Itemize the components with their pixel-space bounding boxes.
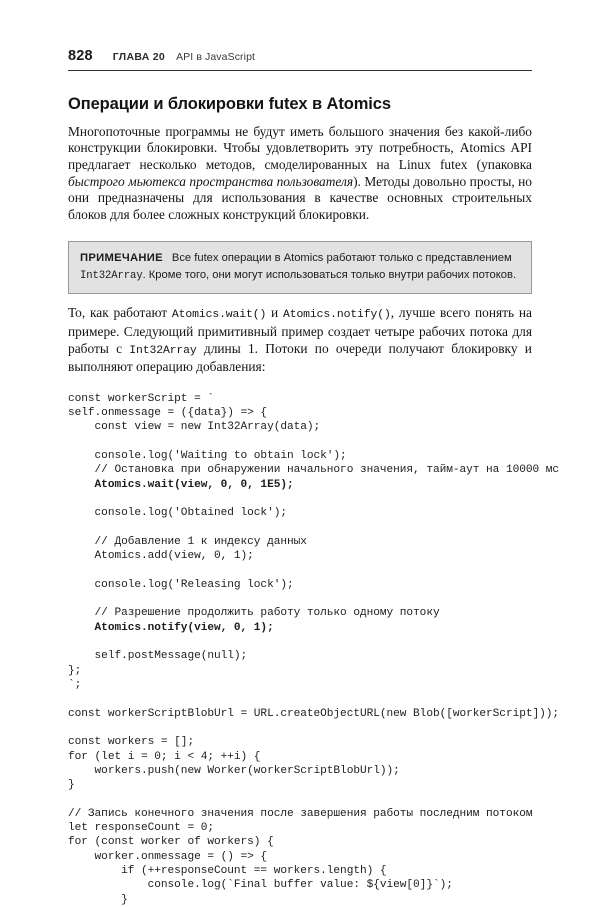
running-head-rule [68, 70, 532, 71]
example-intro-paragraph [68, 305, 532, 375]
code-line: Atomics.notify(view, 0, 1); [68, 621, 274, 634]
code-line: const workerScriptBlobUrl = URL.createObjectURL(new Blob([workerScript])); [68, 707, 560, 720]
code-line: let responseCount = 0; [68, 822, 214, 835]
note-text-part2: . Кроме того, они могут использоваться только внутри рабочих потоков. [142, 268, 517, 281]
running-head [68, 0, 532, 64]
code-line: `; [68, 678, 82, 691]
code-listing [68, 392, 560, 907]
intro-italic-term: быстрого мьютекса пространства пользователя [68, 173, 354, 189]
chapter-title: API в JavaScript [176, 51, 256, 63]
note-inline-code: Int32Array [80, 269, 143, 282]
code-line: Atomics.wait(view, 0, 0, 1E5); [68, 478, 294, 491]
chapter-number: ГЛАВА 20 [112, 51, 166, 63]
note-callout-box [68, 241, 532, 294]
code-line: }; [68, 664, 82, 677]
code-line: console.log('Obtained lock'); [68, 507, 287, 520]
code-line: // Добавление 1 к индексу данных [68, 535, 307, 548]
code-line: workers.push(new Worker(workerScriptBlobUrl)); [68, 764, 400, 777]
example-text-part3: , лучше всего понять на примере. Следующий примитивный пример создает четыре рабочих потока для работы с [68, 305, 532, 356]
section-heading: Операции и блокировки futex в Atomics [68, 95, 391, 113]
intro-text-lead: Многопоточные программы не будут иметь большого значения без какой-либо конструкции блокировки. Чтобы удовлетворить эту потребность, Atomics API предлагает несколько методов, смоделированных на Linux futex (упаковка [68, 123, 532, 172]
note-text [80, 250, 521, 284]
code-line: self.onmessage = ({data}) => { [68, 407, 268, 420]
code-line: const view = new Int32Array(data); [68, 421, 321, 434]
example-text-part2: и [266, 305, 283, 321]
example-text-part4: длины 1. Потоки по очереди получают блокировку и выполняют операцию добавления: [68, 340, 532, 375]
code-line: const workerScript = ` [68, 392, 214, 405]
code-line: console.log(`Final buffer value: ${view[0]}`); [68, 879, 453, 892]
page-number: 828 [68, 48, 93, 64]
code-line: Atomics.add(view, 0, 1); [68, 550, 254, 563]
note-text-part1: Все futex операции в Atomics работают только с представлением [171, 252, 512, 265]
code-line: // Разрешение продолжить работу только одному потоку [68, 607, 440, 620]
intro-paragraph [68, 124, 532, 224]
code-line: } [68, 893, 128, 906]
intro-text-tail: ). Методы довольно просты, но они предназначены для использования в качестве основных строительных блоков для более сложных конструкций блокировки. [68, 173, 532, 222]
code-line: if (++responseCount == workers.length) { [68, 865, 387, 878]
example-text-part1: То, как работают [68, 305, 172, 321]
inline-code-int32array: Int32Array [129, 344, 197, 357]
page-content-column [68, 0, 560, 907]
code-line: } [68, 779, 75, 792]
code-line: for (let i = 0; i < 4; ++i) { [68, 750, 261, 763]
inline-code-atomics-wait: Atomics.wait() [171, 309, 267, 322]
code-line: console.log('Waiting to obtain lock'); [68, 449, 347, 462]
code-line: console.log('Releasing lock'); [68, 578, 294, 591]
code-line: worker.onmessage = () => { [68, 850, 268, 863]
code-line: for (const worker of workers) { [68, 836, 274, 849]
note-label: ПРИМЕЧАНИЕ [80, 252, 163, 265]
code-line: const workers = []; [68, 736, 195, 749]
code-line: // Запись конечного значения после завершения работы последним потоком [68, 807, 533, 820]
inline-code-atomics-notify: Atomics.notify() [282, 309, 391, 322]
code-line: self.postMessage(null); [68, 650, 248, 663]
code-line: // Остановка при обнаружении начального значения, тайм-аут на 10000 мс [68, 464, 560, 477]
